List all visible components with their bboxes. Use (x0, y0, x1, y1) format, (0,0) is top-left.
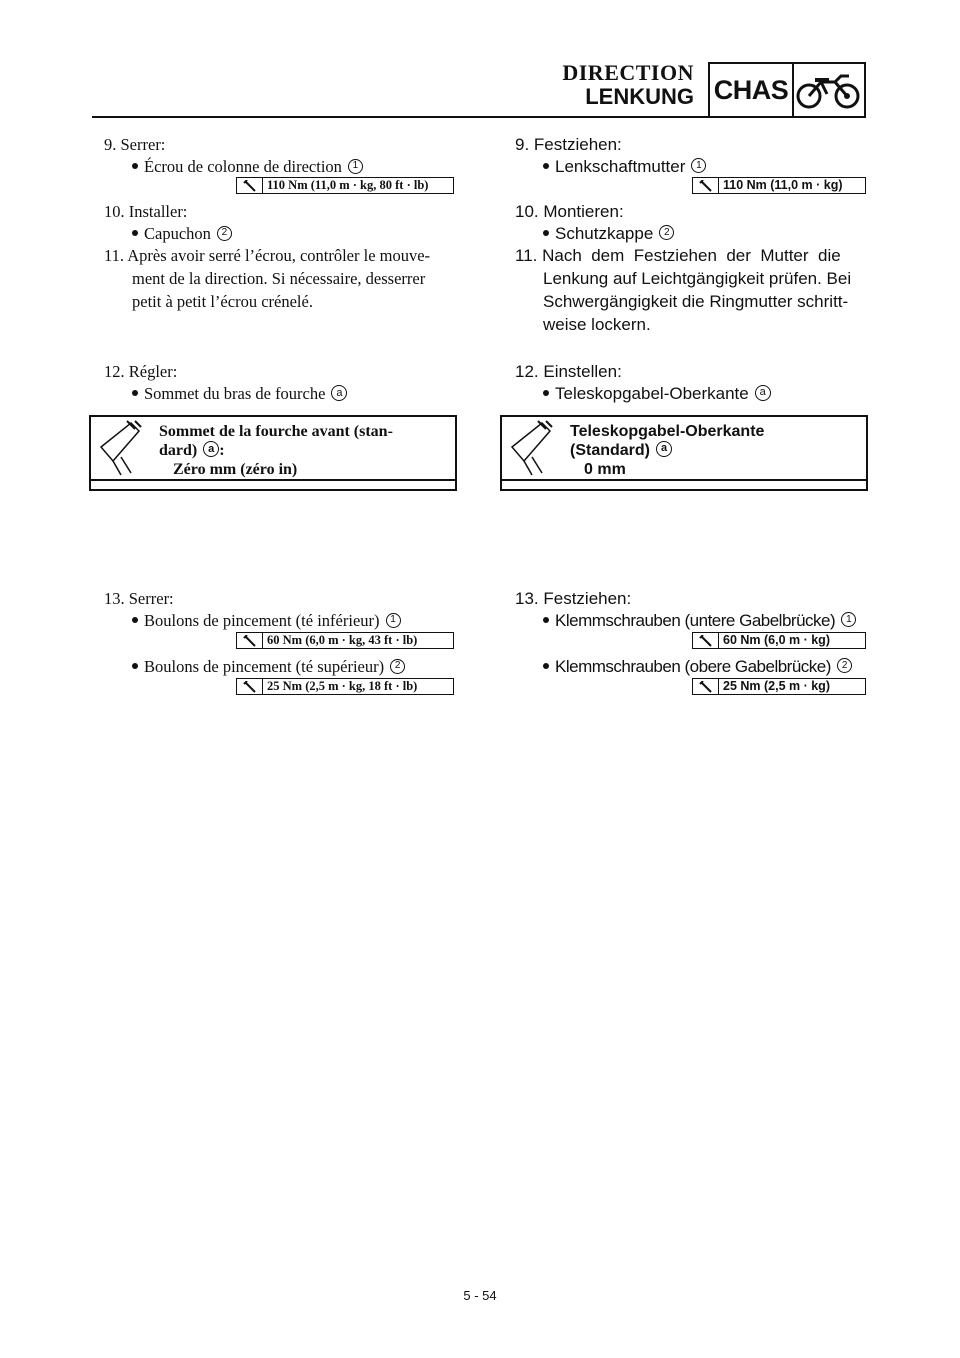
bullet-icon (543, 230, 549, 236)
de-step-13-torque-1 (692, 632, 866, 649)
de-step-10-item: Schutzkappe 2 (543, 223, 674, 245)
section-title-fr: DIRECTION (562, 60, 694, 85)
ref-number-badge: 1 (386, 613, 401, 628)
ref-number-badge: 1 (691, 158, 706, 173)
fr-step-10-item: Capuchon 2 (132, 223, 232, 245)
bullet-icon (132, 617, 138, 623)
fr-spec-box (89, 415, 457, 491)
fr-step-13-label: 13. Serrer: (104, 589, 174, 608)
spec-text: Teleskopgabel-Oberkante (Standard) a 0 mm (570, 423, 765, 478)
bullet-icon (543, 617, 549, 623)
torque-wrench-icon (693, 679, 719, 694)
fr-step-13-torque-2 (236, 678, 454, 695)
spec-text: Sommet de la fourche avant (stan- dard) a : Zéro mm (zéro in) (159, 423, 393, 478)
fr-step-13-torque-1 (236, 632, 454, 649)
torque-value: 25 Nm (2,5 m · kg, 18 ft · lb) (267, 679, 418, 693)
fr-step-11-line-2: ment de la direction. Si nécessaire, desserrer (132, 269, 426, 288)
de-step-10-label: 10. Montieren: (515, 202, 624, 221)
spec-divider (502, 479, 866, 481)
de-step-13-label: 13. Festziehen: (515, 589, 632, 608)
de-step-9-item: Lenkschaftmutter 1 (543, 156, 706, 178)
page-number: 5 - 54 (463, 1288, 497, 1303)
spec-divider (91, 479, 455, 481)
torque-value: 60 Nm (6,0 m · kg) (723, 633, 830, 647)
de-step-11-line-4: weise lockern. (543, 315, 651, 334)
ref-number-badge: 2 (659, 225, 674, 240)
fr-step-9-label: 9. Serrer: (104, 135, 166, 154)
bullet-icon (132, 163, 138, 169)
bullet-icon (132, 230, 138, 236)
fr-step-10-label: 10. Installer: (104, 202, 188, 221)
fr-step-12-item: Sommet du bras de fourche a (132, 383, 347, 405)
torque-wrench-icon (237, 679, 263, 694)
ref-letter-badge: a (331, 385, 347, 401)
caliper-icon (502, 417, 564, 487)
ref-letter-badge: a (656, 441, 672, 457)
bullet-icon (132, 390, 138, 396)
bullet-icon (132, 663, 138, 669)
torque-value: 25 Nm (2,5 m · kg) (723, 679, 830, 693)
de-step-12-item: Teleskopgabel-Oberkante a (543, 383, 771, 405)
de-step-9-label: 9. Festziehen: (515, 135, 622, 154)
ref-letter-badge: a (755, 385, 771, 401)
ref-letter-badge: a (203, 441, 219, 457)
ref-number-badge: 1 (348, 159, 363, 174)
de-step-13-item-2: Klemmschrauben (obere Gabelbrücke) 2 (543, 656, 852, 678)
torque-value: 110 Nm (11,0 m · kg, 80 ft · lb) (267, 178, 429, 192)
chassis-section-badge (708, 62, 866, 118)
torque-wrench-icon (693, 178, 719, 193)
bullet-icon (543, 163, 549, 169)
section-badge-label: CHAS (710, 64, 794, 116)
caliper-icon (91, 417, 153, 487)
torque-value: 60 Nm (6,0 m · kg, 43 ft · lb) (267, 633, 418, 647)
de-step-9-torque (692, 177, 866, 194)
fr-step-9-item: Écrou de colonne de direction 1 (132, 156, 363, 178)
de-step-13-item-1: Klemmschrauben (untere Gabelbrücke) 1 (543, 610, 856, 632)
header-rule (92, 116, 708, 118)
bullet-icon (543, 663, 549, 669)
motorcycle-icon (794, 64, 864, 116)
fr-step-13-item-1: Boulons de pincement (té inférieur) 1 (132, 610, 401, 632)
torque-wrench-icon (237, 178, 263, 193)
torque-wrench-icon (693, 633, 719, 648)
de-step-11-line-3: Schwergängigkeit die Ringmutter schritt- (543, 292, 849, 311)
de-step-11-line-2: Lenkung auf Leichtgängigkeit prüfen. Bei (543, 269, 852, 288)
torque-wrench-icon (237, 633, 263, 648)
fr-step-11-line-1: 11. Après avoir serré l’écrou, contrôler le mouve- (104, 246, 431, 265)
fr-step-11-line-3: petit à petit l’écrou crénelé. (132, 292, 313, 311)
de-spec-box (500, 415, 868, 491)
ref-number-badge: 1 (841, 612, 856, 627)
de-step-13-torque-2 (692, 678, 866, 695)
ref-number-badge: 2 (217, 226, 232, 241)
fr-step-9-torque (236, 177, 454, 194)
section-title-de: LENKUNG (585, 84, 694, 109)
fr-step-13-item-2: Boulons de pincement (té supérieur) 2 (132, 656, 405, 678)
ref-number-badge: 2 (390, 659, 405, 674)
de-step-12-label: 12. Einstellen: (515, 362, 622, 381)
bullet-icon (543, 390, 549, 396)
ref-number-badge: 2 (837, 658, 852, 673)
fr-step-12-label: 12. Régler: (104, 362, 178, 381)
de-step-11-line-1: 11. Nach dem Festziehen der Mutter die (515, 246, 841, 265)
torque-value: 110 Nm (11,0 m · kg) (723, 178, 843, 192)
